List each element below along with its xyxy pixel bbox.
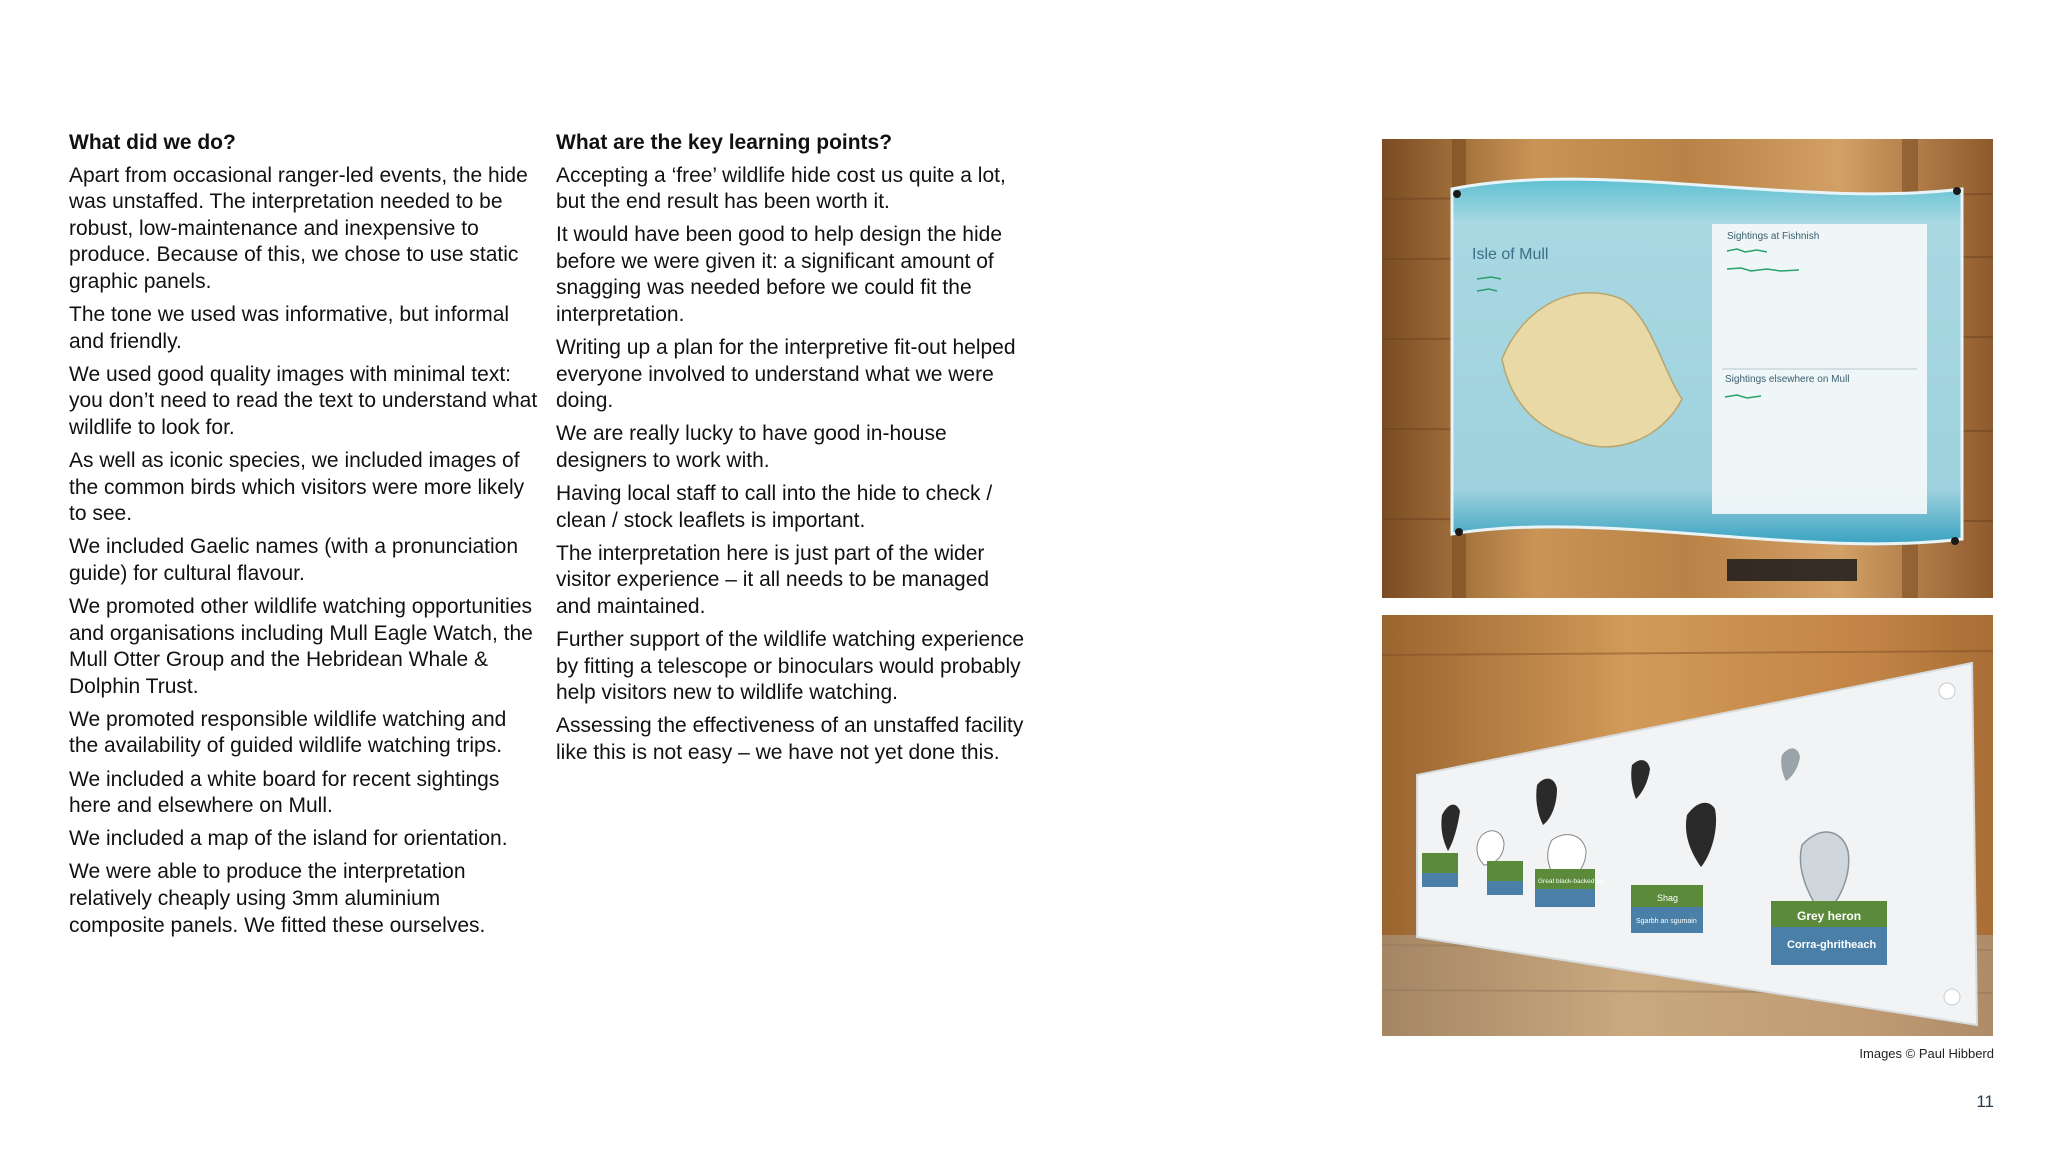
left-paragraph: Apart from occasional ranger-led events, the hide was unstaffed. The interpretation needed to be robust, low-maintenance and inexpensive to produce. Because of this, we chose to use static graphic panels. bbox=[69, 163, 528, 293]
middle-paragraph: The interpretation here is just part of the wider visitor experience – it all needs to be managed and maintained. bbox=[556, 541, 990, 618]
middle-paragraph: Having local staff to call into the hide to check / clean / stock leaflets is important. bbox=[556, 482, 993, 532]
left-paragraph: As well as iconic species, we included images of the common birds which visitors were more likely to see. bbox=[69, 449, 525, 526]
middle-column bbox=[556, 130, 1026, 773]
middle-paragraph: Assessing the effectiveness of an unstaffed facility like this is not easy – we have not yet done this. bbox=[556, 714, 1024, 764]
page-number: 11 bbox=[1976, 1092, 1994, 1111]
map-panel-photo bbox=[1382, 139, 1993, 598]
map-title: Isle of Mull bbox=[1472, 246, 1549, 263]
left-column-heading: What did we do? bbox=[69, 131, 236, 154]
middle-paragraph: We are really lucky to have good in-house designers to work with. bbox=[556, 422, 947, 473]
left-paragraph: We included a map of the island for orientation. bbox=[69, 827, 508, 851]
left-paragraph: The tone we used was informative, but informal and friendly. bbox=[69, 303, 510, 353]
bird-label-shag: Shag bbox=[1657, 893, 1679, 903]
bird-gaelic-shag: Sgarbh an sgumain bbox=[1636, 918, 1697, 925]
left-column bbox=[69, 130, 539, 946]
left-paragraph: We promoted responsible wildlife watching and the availability of guided wildlife watching trips. bbox=[69, 707, 507, 758]
image-credit: Images © Paul Hibberd bbox=[1859, 1046, 1994, 1061]
middle-paragraph: Further support of the wildlife watching experience by fitting a telescope or binoculars would probably help visitors new to wildlife watching. bbox=[556, 628, 1025, 705]
bird-label-gull: Great black-backed gull bbox=[1538, 878, 1607, 885]
middle-paragraph: Writing up a plan for the interpretive fit-out helped everyone involved to understand what we were doing. bbox=[556, 336, 1016, 413]
bird-panel-photo bbox=[1382, 615, 1993, 1036]
bird-gaelic-heron: Corra-ghritheach bbox=[1787, 939, 1877, 951]
left-paragraph: We used good quality images with minimal text: you don’t need to read the text to understand what wildlife to look for. bbox=[69, 362, 538, 439]
left-paragraph: We were able to produce the interpretation relatively cheaply using 3mm aluminium composite panels. We fitted these ourselves. bbox=[69, 860, 486, 937]
left-paragraph: We included a white board for recent sightings here and elsewhere on Mull. bbox=[69, 767, 500, 818]
left-paragraph: We promoted other wildlife watching opportunities and organisations including Mull Eagle Watch, the Mull Otter Group and the Hebridean Whale & Dolphin Trust. bbox=[69, 595, 533, 698]
sightings-here-label: Sightings at Fishnish bbox=[1727, 231, 1820, 242]
bird-label-heron: Grey heron bbox=[1797, 909, 1862, 923]
middle-paragraph: It would have been good to help design the hide before we were given it: a significant amount of snagging was needed before we could fit the interpretation. bbox=[556, 223, 1003, 327]
left-paragraph: We included Gaelic names (with a pronunciation guide) for cultural flavour. bbox=[69, 535, 519, 585]
middle-paragraph: Accepting a ‘free’ wildlife hide cost us quite a lot, but the end result has been worth it. bbox=[556, 163, 1006, 214]
middle-column-heading: What are the key learning points? bbox=[556, 131, 893, 154]
sightings-elsewhere-label: Sightings elsewhere on Mull bbox=[1725, 374, 1850, 385]
